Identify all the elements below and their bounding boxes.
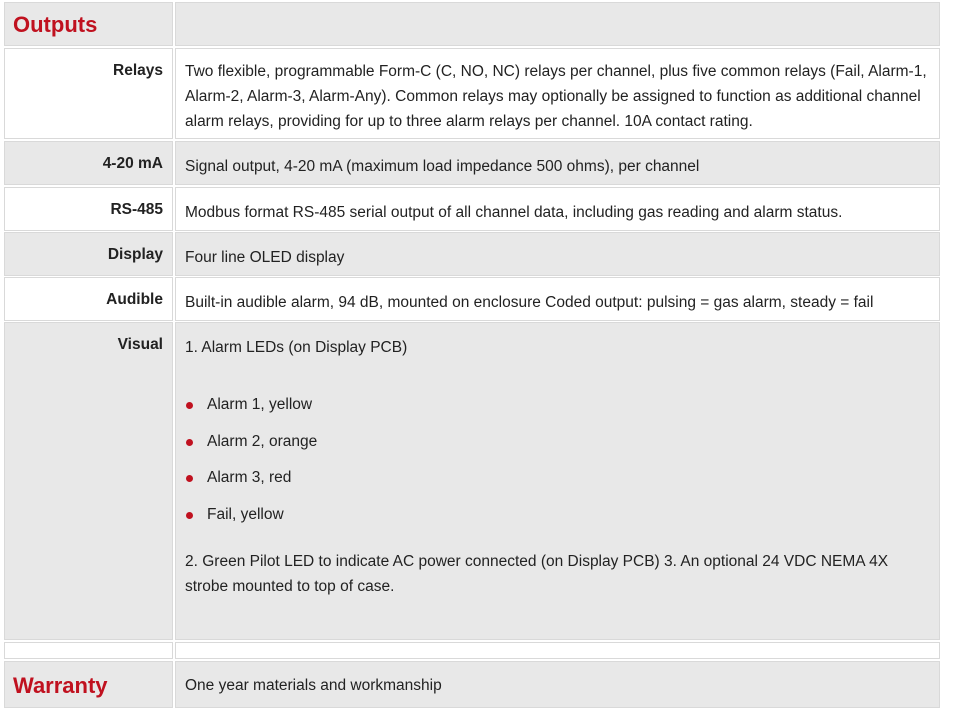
- rs485-label: RS-485: [4, 187, 173, 231]
- relays-value: Two flexible, programmable Form-C (C, NO, NC) relays per channel, plus five common relays (Fail, Alarm-1, Alarm-2, Alarm-3, Alarm-Any). Common relays may optionally be assigned to function as additional channel alarm relays, providing for up to three alarm relays per channel. 10A contact rating.: [175, 48, 940, 139]
- visual-label: Visual: [4, 322, 173, 640]
- audible-label: Audible: [4, 277, 173, 321]
- display-value: Four line OLED display: [175, 232, 940, 276]
- display-label: Display: [4, 232, 173, 276]
- outputs-heading: Outputs: [4, 2, 173, 46]
- list-item: [185, 429, 931, 466]
- bullet-dot-icon: [186, 512, 193, 519]
- bullet-text: Alarm 1, yellow: [207, 396, 313, 413]
- visual-value: [175, 322, 940, 640]
- outputs-heading-filler: [175, 2, 940, 46]
- warranty-heading: Warranty: [4, 661, 173, 708]
- list-item: [185, 502, 931, 539]
- bullet-dot-icon: [186, 402, 193, 409]
- bullet-dot-icon: [186, 475, 193, 482]
- warranty-value: One year materials and workmanship: [175, 661, 940, 708]
- spacer-cell: [4, 642, 173, 659]
- bullet-dot-icon: [186, 439, 193, 446]
- relays-label: Relays: [4, 48, 173, 139]
- list-item: [185, 465, 931, 502]
- bullet-text: Alarm 2, orange: [207, 432, 318, 450]
- visual-intro: 1. Alarm LEDs (on Display PCB): [185, 339, 408, 356]
- visual-outro: 2. Green Pilot LED to indicate AC power connected (on Display PCB) 3. An optional 24 VDC NEMA 4X strobe mounted to top of case.: [185, 553, 889, 595]
- spacer-cell: [175, 642, 940, 659]
- list-item: [185, 392, 931, 429]
- rs485-value: Modbus format RS-485 serial output of all channel data, including gas reading and alarm status.: [175, 187, 940, 231]
- signal-value: Signal output, 4-20 mA (maximum load impedance 500 ohms), per channel: [175, 141, 940, 185]
- bullet-text: Alarm 3, red: [207, 469, 292, 486]
- audible-value: Built-in audible alarm, 94 dB, mounted on enclosure Coded output: pulsing = gas alarm, steady = fail: [175, 277, 940, 321]
- visual-bullet-list: [185, 392, 931, 538]
- signal-label: 4-20 mA: [4, 141, 173, 185]
- bullet-text: Fail, yellow: [207, 505, 284, 523]
